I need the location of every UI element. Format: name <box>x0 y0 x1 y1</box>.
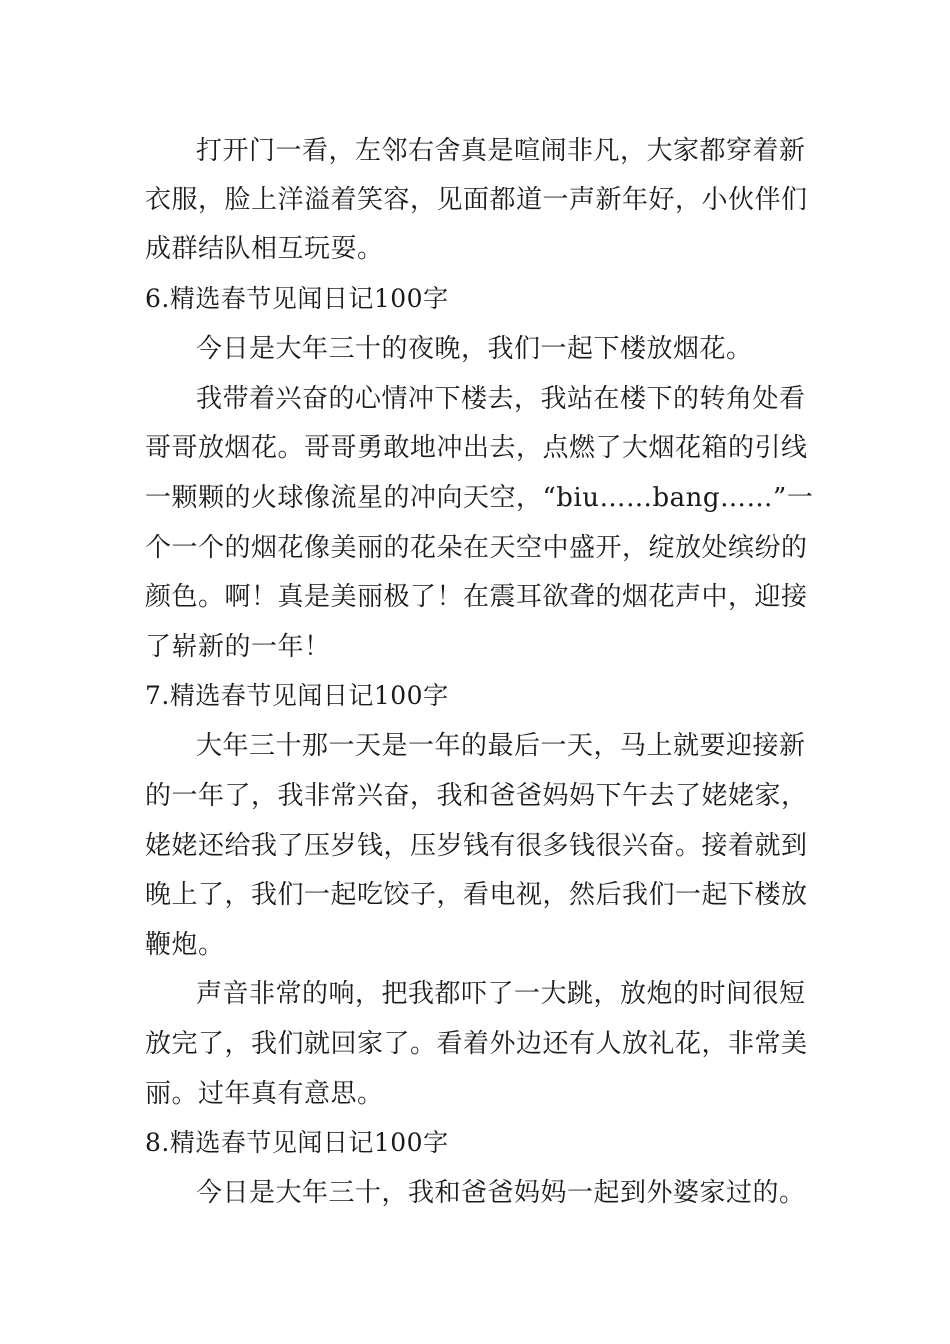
paragraph-line: 了崭新的一年！ <box>145 632 331 662</box>
paragraph-line: 今日是大年三十的夜晚，我们一起下楼放烟花。 <box>196 334 753 364</box>
paragraph-line: 我带着兴奋的心情冲下楼去，我站在楼下的转角处看 <box>196 384 806 414</box>
paragraph-line: 大年三十那一天是一年的最后一天，马上就要迎接新 <box>196 731 806 761</box>
paragraph-line: 放完了，我们就回家了。看着外边还有人放礼花，非常美 <box>145 1029 808 1059</box>
paragraph-line: 姥姥还给我了压岁钱，压岁钱有很多钱很兴奋。接着就到 <box>145 831 808 861</box>
paragraph-line: 丽。过年真有意思。 <box>145 1079 384 1109</box>
paragraph-line: 一颗颗的火球像流星的冲向天空，“biu……bang……”一 <box>145 483 814 513</box>
section-heading-7: 7.精选春节见闻日记100字 <box>145 681 449 710</box>
paragraph-line: 衣服，脸上洋溢着笑容，见面都道一声新年好，小伙伴们 <box>145 185 808 215</box>
section-heading-6: 6.精选春节见闻日记100字 <box>145 284 449 313</box>
paragraph-line: 哥哥放烟花。哥哥勇敢地冲出去，点燃了大烟花箱的引线 <box>145 433 808 463</box>
paragraph-line: 今日是大年三十，我和爸爸妈妈一起到外婆家过的。 <box>196 1178 806 1208</box>
paragraph-line: 晚上了，我们一起吃饺子，看电视，然后我们一起下楼放 <box>145 880 808 910</box>
paragraph-line: 颜色。啊！真是美丽极了！在震耳欲聋的烟花声中，迎接 <box>145 582 808 612</box>
paragraph-line: 个一个的烟花像美丽的花朵在天空中盛开，绽放处缤纷的 <box>145 533 808 563</box>
paragraph-line: 成群结队相互玩耍。 <box>145 234 384 264</box>
paragraph-line: 鞭炮。 <box>145 930 225 960</box>
paragraph-line: 的一年了，我非常兴奋，我和爸爸妈妈下午去了姥姥家， <box>145 781 808 811</box>
section-heading-8: 8.精选春节见闻日记100字 <box>145 1128 449 1157</box>
paragraph-line: 打开门一看，左邻右舍真是喧闹非凡，大家都穿着新 <box>196 136 806 166</box>
paragraph-line: 声音非常的响，把我都吓了一大跳，放炮的时间很短 <box>196 979 806 1009</box>
